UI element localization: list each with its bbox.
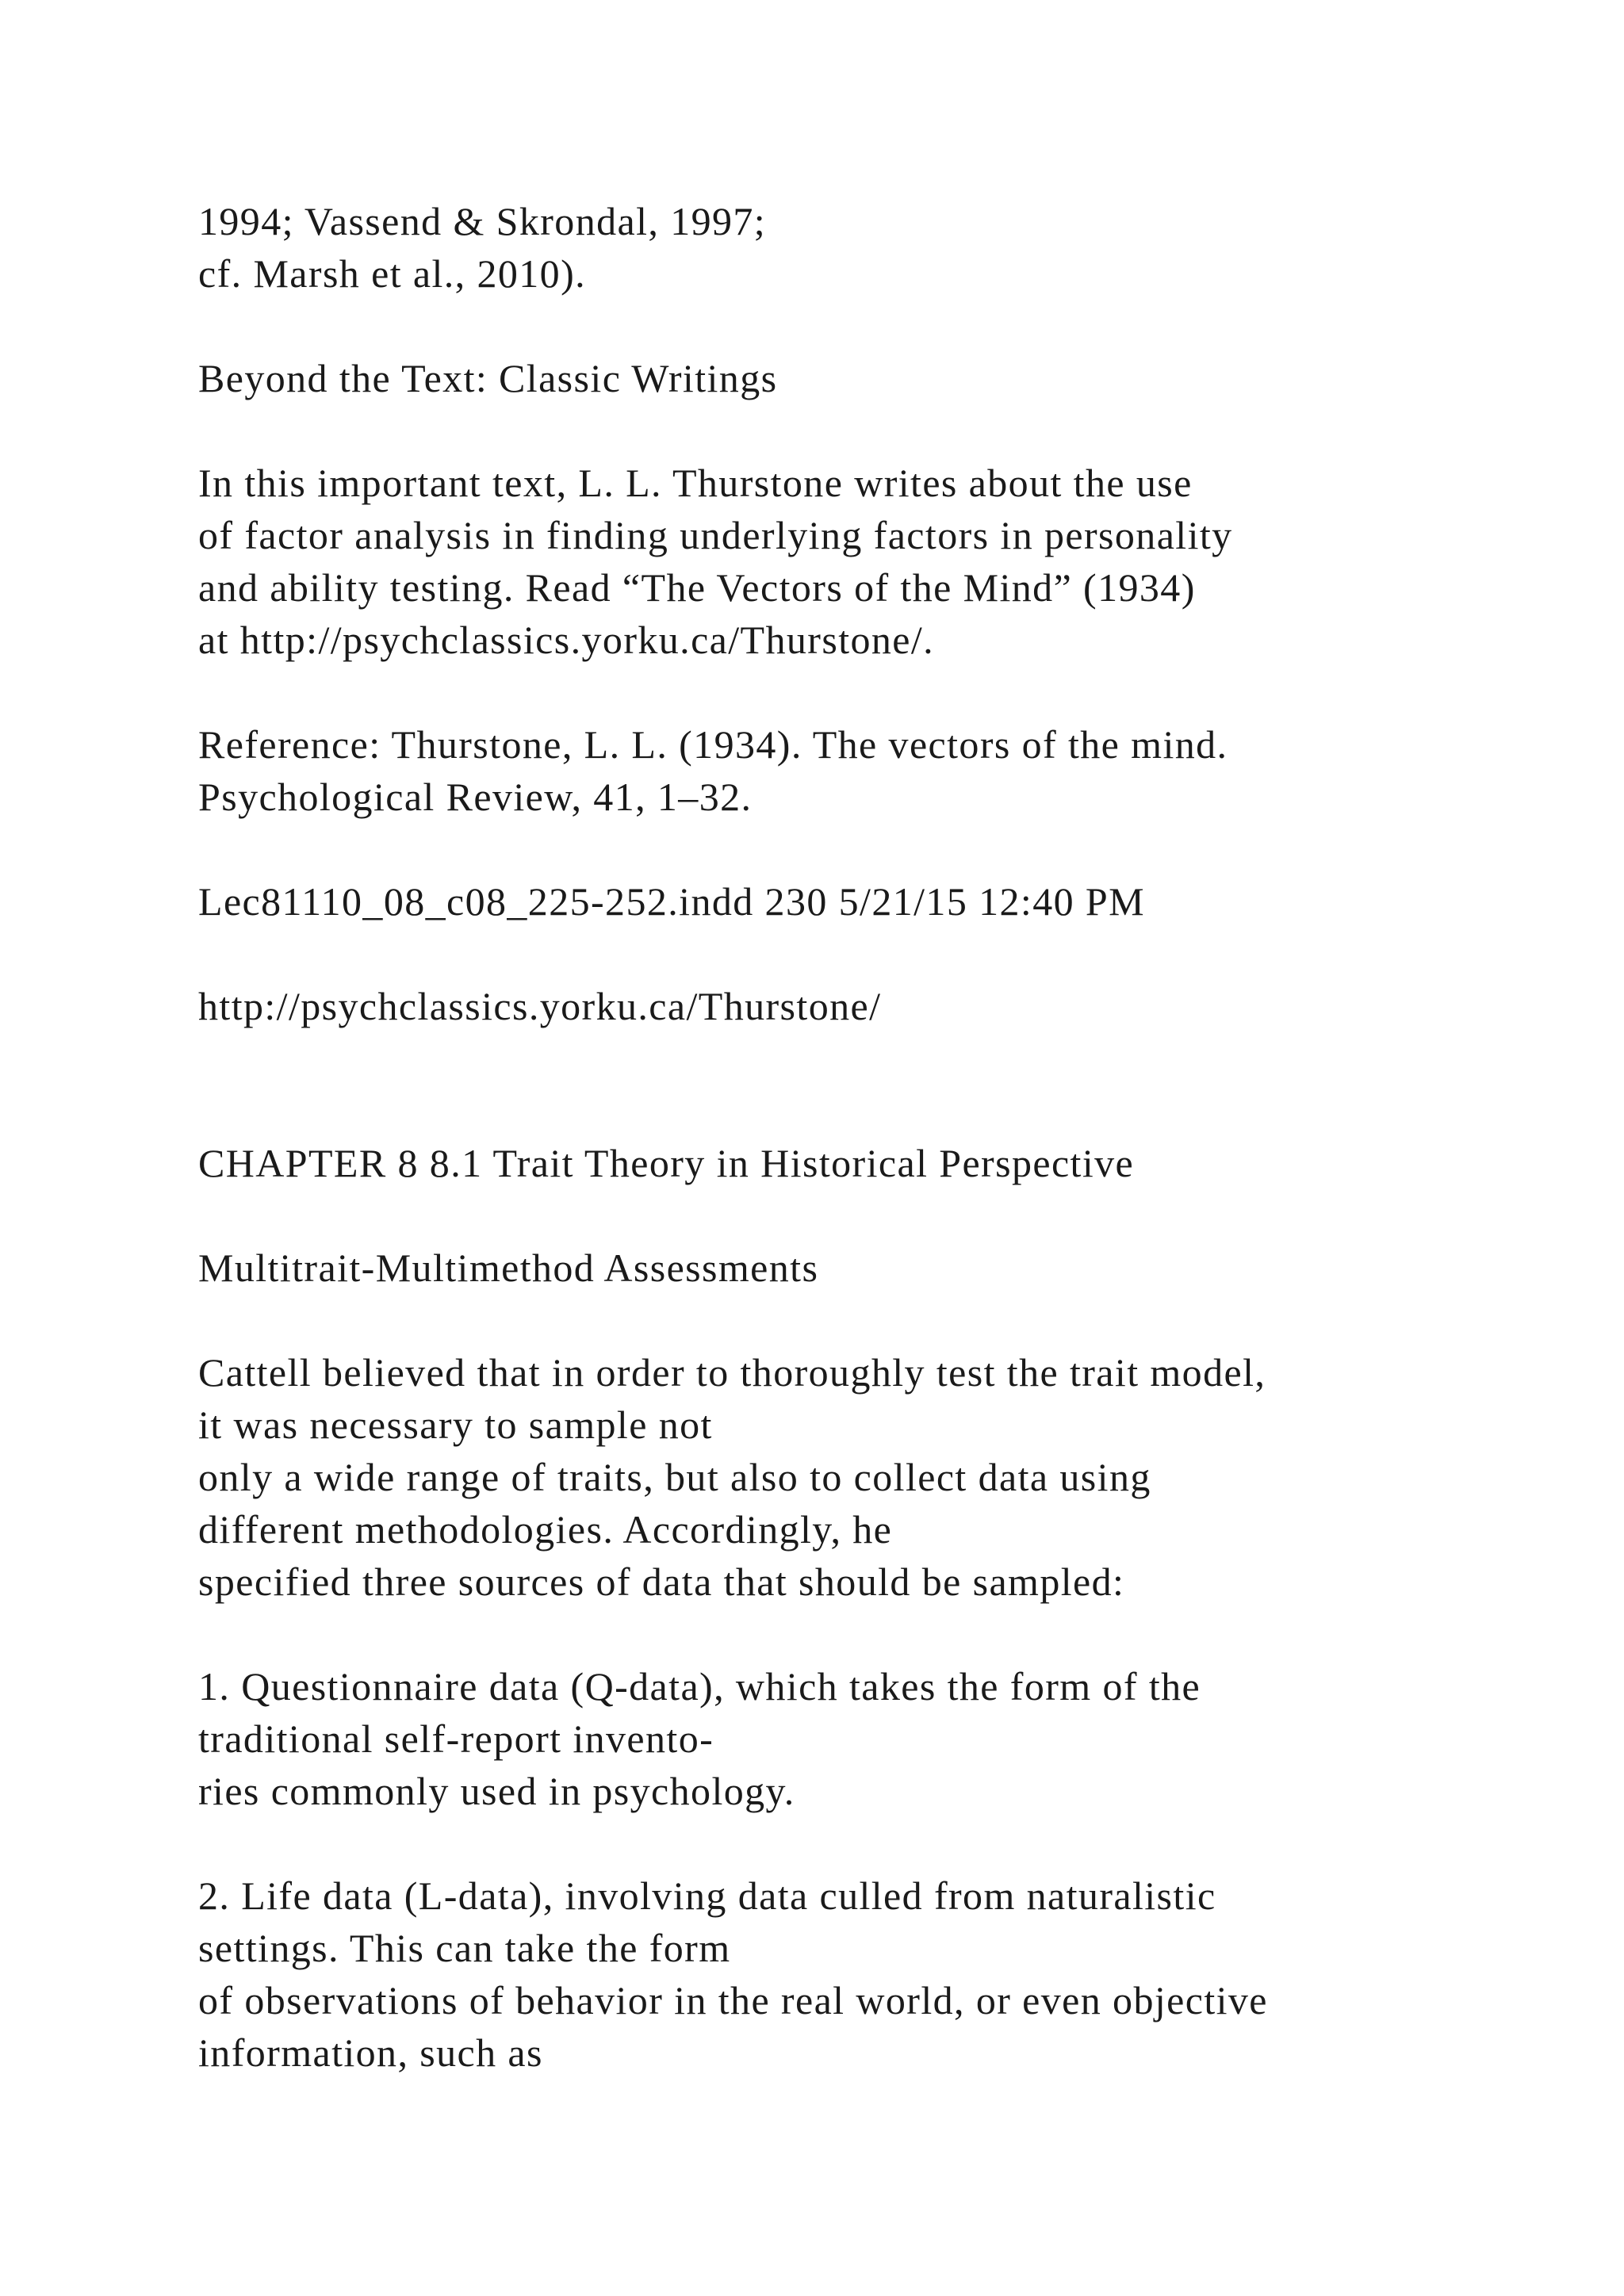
text-line: of factor analysis in finding underlying factors in personality [198, 513, 1233, 557]
text-line: 1. Questionnaire data (Q-data), which takes the form of the [198, 1664, 1201, 1709]
text-line: it was necessary to sample not [198, 1402, 713, 1447]
list-item-q-data [198, 1660, 1546, 1817]
sidebar-heading [198, 352, 1546, 404]
text-line: In this important text, L. L. Thurstone writes about the use [198, 461, 1193, 505]
text-line: only a wide range of traits, but also to collect data using [198, 1455, 1151, 1499]
text-line: 2. Life data (L-data), involving data culled from naturalistic [198, 1873, 1216, 1918]
text-line: http://psychclassics.yorku.ca/Thurstone/ [198, 984, 882, 1028]
text-line: 1994; Vassend & Skrondal, 1997; [198, 199, 767, 243]
text-line: and ability testing. Read “The Vectors of the Mind” (1934) [198, 565, 1196, 610]
reference-paragraph [198, 718, 1546, 823]
text-line: traditional self-report invento- [198, 1716, 714, 1761]
url-line [198, 980, 1546, 1032]
list-item-l-data [198, 1869, 1546, 2079]
text-line: specified three sources of data that should be sampled: [198, 1559, 1125, 1604]
text-line: Multitrait-Multimethod Assessments [198, 1246, 819, 1290]
section-heading [198, 1242, 1546, 1294]
citation-continuation [198, 195, 1546, 300]
text-line: Cattell believed that in order to thoroughly test the trait model, [198, 1350, 1266, 1395]
text-line: CHAPTER 8 8.1 Trait Theory in Historical Perspective [198, 1141, 1135, 1185]
body-paragraph [198, 1346, 1546, 1608]
text-line: information, such as [198, 2030, 543, 2075]
text-line: Reference: Thurstone, L. L. (1934). The vectors of the mind. [198, 722, 1228, 767]
text-line: of observations of behavior in the real world, or even objective [198, 1978, 1268, 2022]
file-slug-line [198, 875, 1546, 928]
sidebar-paragraph [198, 457, 1546, 666]
text-line: different methodologies. Accordingly, he [198, 1507, 893, 1552]
text-line: ries commonly used in psychology. [198, 1769, 795, 1813]
text-line: Lec81110_08_c08_225-252.indd 230 5/21/15 12:40 PM [198, 879, 1145, 924]
text-line: settings. This can take the form [198, 1926, 731, 1970]
text-line: cf. Marsh et al., 2010). [198, 251, 587, 296]
text-line: at http://psychclassics.yorku.ca/Thurstone/. [198, 618, 935, 662]
text-line: Psychological Review, 41, 1–32. [198, 775, 753, 819]
text-line: Beyond the Text: Classic Writings [198, 356, 778, 400]
chapter-header [198, 1137, 1546, 1189]
